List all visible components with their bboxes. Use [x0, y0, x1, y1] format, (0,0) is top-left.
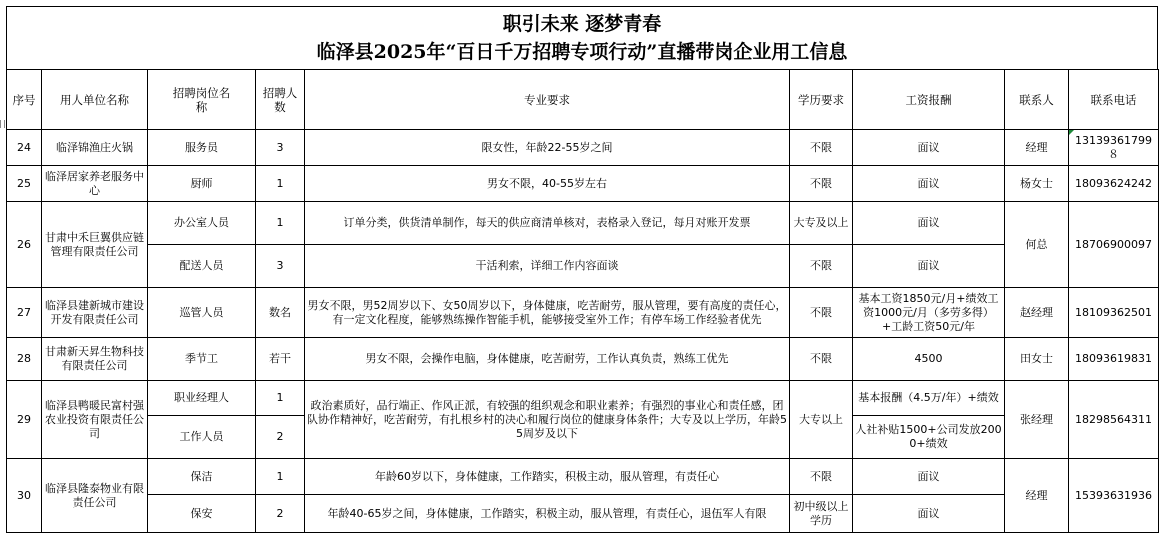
cell-company[interactable]: 临泽锦渔庄火锅: [42, 130, 148, 166]
cell-position[interactable]: 配送人员: [148, 245, 256, 288]
cell-requirements[interactable]: 干活利索，详细工作内容面谈: [305, 245, 790, 288]
cell-contact[interactable]: 田女士: [1005, 338, 1069, 381]
cell-salary[interactable]: 面议: [853, 202, 1005, 245]
cell-requirements[interactable]: 男女不限，男52周岁以下、女50周岁以下，身体健康，吃苦耐劳，服从管理，要有高度的责任心，有一定文化程度，能够熟练操作智能手机，能够接受室外工作；有停车场工作经验者优先: [305, 288, 790, 338]
cell-salary[interactable]: 面议: [853, 495, 1005, 533]
cell-position[interactable]: 办公室人员: [148, 202, 256, 245]
cell-salary[interactable]: 基本报酬（4.5万/年）+绩效: [853, 381, 1005, 416]
cell-position[interactable]: 保洁: [148, 459, 256, 495]
table-row: [7, 288, 1159, 338]
cell-company[interactable]: 甘肃新天昇生物科技有限责任公司: [42, 338, 148, 381]
cell-no[interactable]: 28: [7, 338, 42, 381]
cell-company[interactable]: 临泽县隆泰物业有限责任公司: [42, 459, 148, 533]
header-row: [7, 70, 1159, 130]
row-resize-handle[interactable]: [0, 120, 5, 128]
cell-contact[interactable]: 赵经理: [1005, 288, 1069, 338]
table-row: [7, 202, 1159, 245]
cell-count[interactable]: 2: [256, 416, 305, 459]
cell-position[interactable]: 服务员: [148, 130, 256, 166]
cell-education[interactable]: 大专以上: [790, 381, 853, 459]
cell-contact[interactable]: 何总: [1005, 202, 1069, 288]
table-row: [7, 166, 1159, 202]
cell-company[interactable]: 临泽居家养老服务中心: [42, 166, 148, 202]
cell-requirements[interactable]: 年龄40-65岁之间，身体健康，工作踏实，积极主动，服从管理，有责任心，退伍军人有限: [305, 495, 790, 533]
cell-phone[interactable]: [1069, 130, 1159, 166]
cell-salary[interactable]: 面议: [853, 166, 1005, 202]
cell-requirements[interactable]: 政治素质好，品行端正、作风正派，有较强的组织观念和职业素养；有强烈的事业心和责任感，团队协作精神好，吃苦耐劳，有扎根乡村的决心和履行岗位的健康身体条件；大专及以上学历，年龄55周岁及以下: [305, 381, 790, 459]
cell-requirements[interactable]: 男女不限，40-55岁左右: [305, 166, 790, 202]
job-table: [6, 69, 1159, 533]
cell-count[interactable]: 2: [256, 495, 305, 533]
cell-count[interactable]: 1: [256, 202, 305, 245]
header-contact: 联系人: [1005, 70, 1069, 130]
cell-salary[interactable]: 面议: [853, 245, 1005, 288]
header-salary: 工资报酬: [853, 70, 1005, 130]
cell-education[interactable]: 不限: [790, 130, 853, 166]
cell-position[interactable]: 季节工: [148, 338, 256, 381]
cell-count[interactable]: 1: [256, 166, 305, 202]
cell-salary[interactable]: 面议: [853, 130, 1005, 166]
cell-position[interactable]: 厨师: [148, 166, 256, 202]
cell-count[interactable]: 3: [256, 130, 305, 166]
cell-count[interactable]: 1: [256, 459, 305, 495]
cell-contact[interactable]: 经理: [1005, 459, 1069, 533]
cell-education[interactable]: 不限: [790, 245, 853, 288]
cell-contact[interactable]: 张经理: [1005, 381, 1069, 459]
cell-count[interactable]: 1: [256, 381, 305, 416]
cell-company[interactable]: 临泽县建新城市建设开发有限责任公司: [42, 288, 148, 338]
comment-indicator-icon: [1069, 130, 1074, 135]
cell-no[interactable]: 24: [7, 130, 42, 166]
cell-phone-text: 13139361799８: [1075, 133, 1152, 161]
cell-phone[interactable]: 18093624242: [1069, 166, 1159, 202]
cell-education[interactable]: 不限: [790, 338, 853, 381]
cell-education[interactable]: 初中级以上学历: [790, 495, 853, 533]
cell-contact[interactable]: 经理: [1005, 130, 1069, 166]
table-row: [7, 338, 1159, 381]
table-row: [7, 459, 1159, 495]
header-no: 序号: [7, 70, 42, 130]
cell-education[interactable]: 不限: [790, 459, 853, 495]
cell-no[interactable]: 27: [7, 288, 42, 338]
cell-requirements[interactable]: 订单分类，供货清单制作，每天的供应商清单核对，表格录入登记，每月对账开发票: [305, 202, 790, 245]
cell-salary[interactable]: 人社补贴1500+公司发放2000+绩效: [853, 416, 1005, 459]
cell-position[interactable]: 保安: [148, 495, 256, 533]
cell-requirements[interactable]: 限女性，年龄22-55岁之间: [305, 130, 790, 166]
cell-contact[interactable]: 杨女士: [1005, 166, 1069, 202]
table-row: [7, 381, 1159, 416]
header-count: 招聘人数: [256, 70, 305, 130]
cell-no[interactable]: 25: [7, 166, 42, 202]
cell-count[interactable]: 数名: [256, 288, 305, 338]
table-row: [7, 495, 1159, 533]
cell-no[interactable]: 30: [7, 459, 42, 533]
cell-education[interactable]: 不限: [790, 166, 853, 202]
cell-company[interactable]: 甘肃中禾巨翼供应链管理有限责任公司: [42, 202, 148, 288]
cell-salary[interactable]: 基本工资1850元/月+绩效工资1000元/月（多劳多得）+工龄工资50元/年: [853, 288, 1005, 338]
table-row: [7, 130, 1159, 166]
header-requirements: 专业要求: [305, 70, 790, 130]
cell-requirements[interactable]: 男女不限，会操作电脑，身体健康，吃苦耐劳，工作认真负责，熟练工优先: [305, 338, 790, 381]
header-company: 用人单位名称: [42, 70, 148, 130]
cell-education[interactable]: 大专及以上: [790, 202, 853, 245]
cell-no[interactable]: 26: [7, 202, 42, 288]
cell-salary[interactable]: 4500: [853, 338, 1005, 381]
cell-company[interactable]: 临泽县鸭暖民富村强农业投资有限责任公司: [42, 381, 148, 459]
cell-position[interactable]: 职业经理人: [148, 381, 256, 416]
cell-education[interactable]: 不限: [790, 288, 853, 338]
cell-phone[interactable]: 18706900097: [1069, 202, 1159, 288]
cell-count[interactable]: 若干: [256, 338, 305, 381]
cell-phone[interactable]: 15393631936: [1069, 459, 1159, 533]
cell-phone[interactable]: 18109362501: [1069, 288, 1159, 338]
cell-count[interactable]: 3: [256, 245, 305, 288]
cell-phone[interactable]: 18298564311: [1069, 381, 1159, 459]
cell-phone[interactable]: 18093619831: [1069, 338, 1159, 381]
title-line-2: 临泽县2025年“百日千万招聘专项行动”直播带岗企业用工信息: [316, 41, 848, 63]
cell-requirements[interactable]: 年龄60岁以下，身体健康，工作踏实，积极主动，服从管理，有责任心: [305, 459, 790, 495]
title-line-1: 职引未来 逐梦青春: [502, 13, 662, 35]
table-row: [7, 245, 1159, 288]
job-info-sheet: [6, 6, 1158, 533]
header-phone: 联系电话: [1069, 70, 1159, 130]
cell-position[interactable]: 巡管人员: [148, 288, 256, 338]
cell-no[interactable]: 29: [7, 381, 42, 459]
cell-salary[interactable]: 面议: [853, 459, 1005, 495]
cell-position[interactable]: 工作人员: [148, 416, 256, 459]
sheet-title: [6, 6, 1158, 69]
header-position: 招聘岗位名称: [148, 70, 256, 130]
header-education: 学历要求: [790, 70, 853, 130]
